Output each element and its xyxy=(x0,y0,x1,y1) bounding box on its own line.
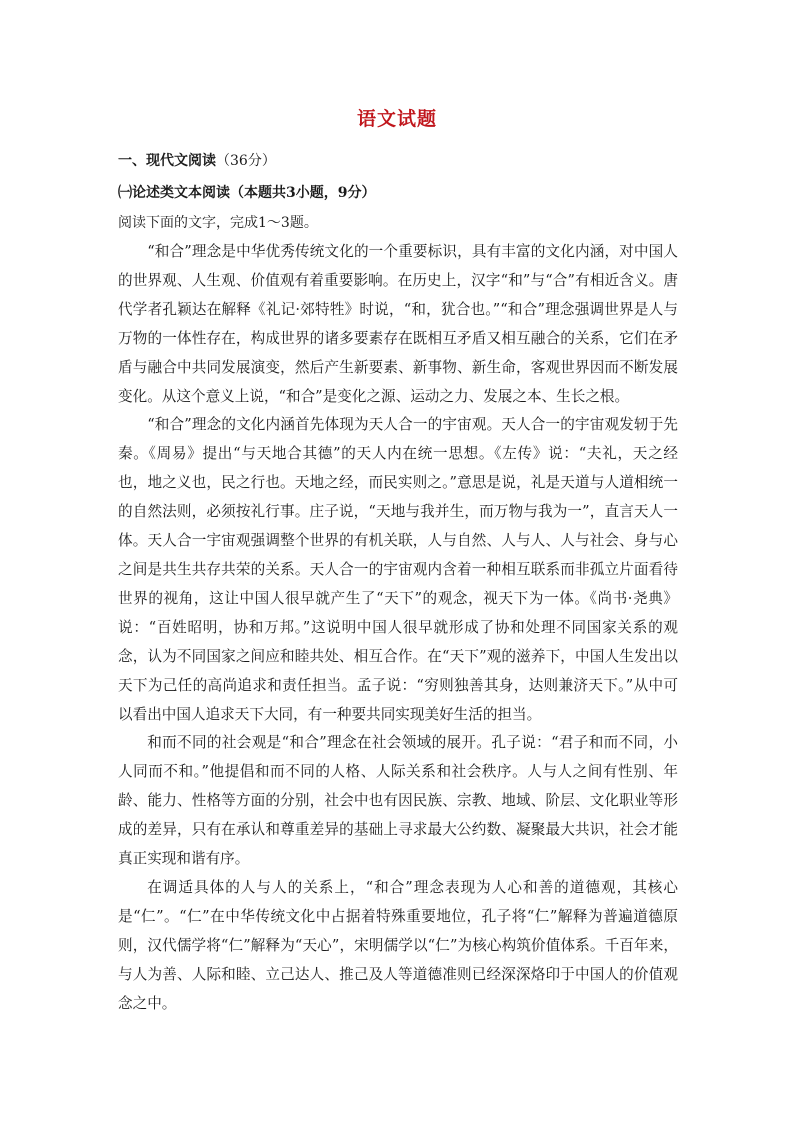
subsection-heading: ㈠论述类文本阅读（本题共3小题，9分） xyxy=(118,185,376,201)
passage-paragraph-4: 在调适具体的人与人的关系上，“和合”理念表现为人心和善的道德观，其核心是“仁”。“仁”在中华传统文化中占据着特殊重要地位，孔子将“仁”解释为普遍道德原则，汉代儒学将“仁”解释为“天心”，宋明儒学以“仁”为核心构筑价值体系。千百年来，与人为善、人际和睦、立己达人、推己及人等道德准则已经深深烙印于中国人的价值观念之中。 xyxy=(118,878,678,1012)
page-title: 语文试题 xyxy=(356,108,437,130)
passage-paragraph-3: 和而不同的社会观是“和合”理念在社会领域的展开。孔子说：“君子和而不同，小人同而不和。”他提倡和而不同的人格、人际关系和社会秩序。人与人之间有性别、年龄、能力、性格等方面的分别，社会中也有因民族、宗教、地域、阶层、文化职业等形成的差异，只有在承认和尊重差异的基础上寻求最大公约数、凝聚最大共识，社会才能真正实现和谐有序。 xyxy=(118,734,678,868)
passage-paragraph-2: “和合”理念的文化内涵首先体现为天人合一的宇宙观。天人合一的宇宙观发轫于先秦。《周易》提出“与天地合其德”的天人内在统一思想。《左传》说：“夫礼，天之经也，地之义也，民之行也。天地之经，而民实则之。”意思是说，礼是天道与人道相统一的自然法则，必须按礼行事。庄子说，“天地与我并生，而万物与我为一”，直言天人一体。天人合一宇宙观强调整个世界的有机关联，人与自然、人与人、人与社会、身与心之间是共生共存共荣的关系。天人合一的宇宙观内含着一种相互联系而非孤立片面看待世界的视角，这让中国人很早就产生了“天下”的观念，视天下为一体。《尚书·尧典》说：“百姓昭明，协和万邦。”这说明中国人很早就形成了协和处理不同国家关系的观念，认为不同国家之间应和睦共处、相互合作。在“天下”观的滋养下，中国人生发出以天下为己任的高尚追求和责任担当。孟子说：“穷则独善其身，达则兼济天下。”从中可以看出中国人追求天下大同，有一种要共同实现美好生活的担当。 xyxy=(118,416,678,723)
section-heading-text: 一、现代文阅读 xyxy=(118,153,216,169)
passage-paragraph-1: “和合”理念是中华优秀传统文化的一个重要标识，具有丰富的文化内涵，对中国人的世界观、人生观、价值观有着重要影响。在历史上，汉字“和”与“合”有相近含义。唐代学者孔颖达在解释《礼记·郊特牲》时说，“和，犹合也。”“和合”理念强调世界是人与万物的一体性存在，构成世界的诸多要素存在既相互矛盾又相互融合的关系，它们在矛盾与融合中共同发展演变，然后产生新要素、新事物、新生命，客观世界因而不断发展变化。从这个意义上说，“和合”是变化之源、运动之力、发展之本、生长之根。 xyxy=(118,243,678,405)
passage-body xyxy=(118,238,678,1018)
reading-instruction: 阅读下面的文字，完成1～3题。 xyxy=(118,215,318,231)
section-score: （36分） xyxy=(216,153,276,169)
section-heading xyxy=(118,150,276,170)
